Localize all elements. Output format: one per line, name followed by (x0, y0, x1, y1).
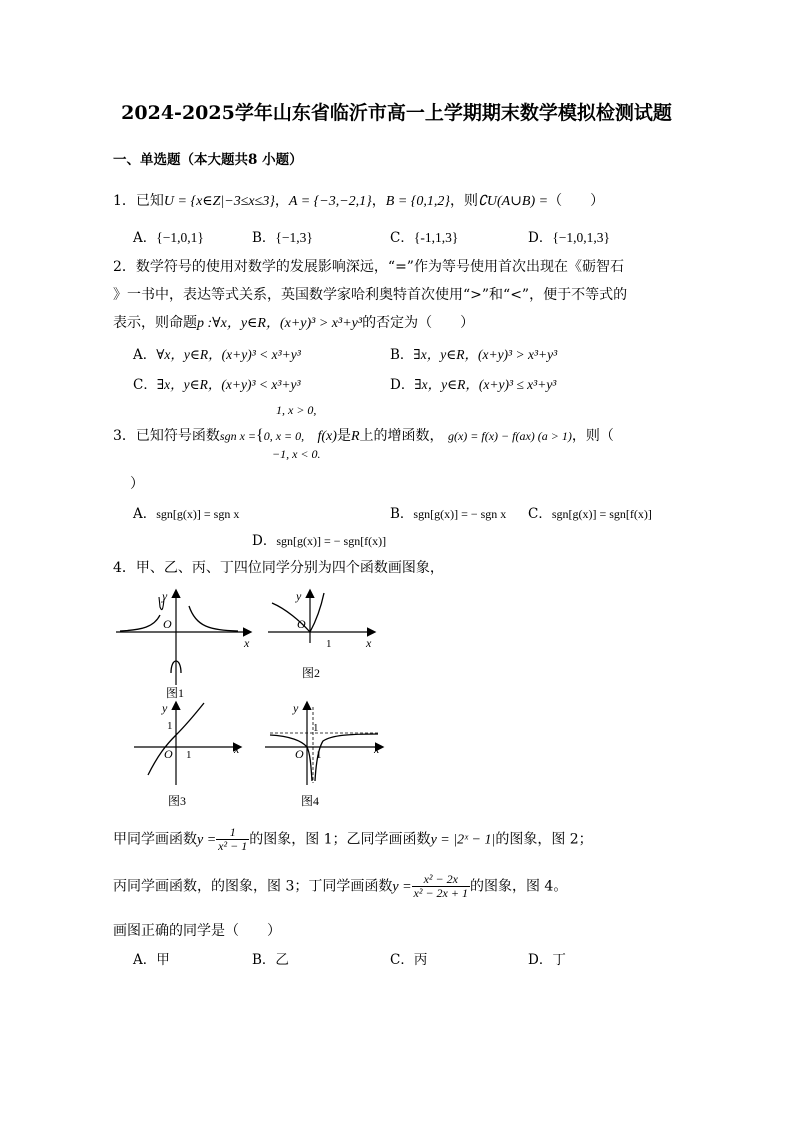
desc2-denominator: x² − 2x + 1 (413, 886, 468, 900)
option-text: {−1,0,1} (156, 230, 204, 245)
fig3-tick-y1: 1 (167, 720, 173, 732)
option-text: sgn[g(x)] = − sgn[f(x)] (276, 534, 387, 548)
q4-option-b[interactable] (252, 948, 289, 968)
q1-set-b: B = {0,1,2} (385, 194, 450, 209)
option-label: B． (390, 347, 414, 363)
q1-option-b[interactable] (252, 226, 313, 246)
q1-option-a[interactable] (133, 226, 204, 246)
q1-sep3: ，则 (449, 193, 478, 209)
q3-text-increasing: 上的增函数， (359, 428, 444, 444)
q4-option-c[interactable] (390, 948, 427, 968)
figure-4 (265, 701, 382, 808)
question-3: 3．已知符号函数sgn x ={0, x = 0, f(x)是R上的增函数， g(x) = f(x) − f(ax) (a > 1)，则（ (113, 427, 614, 444)
desc1-expression: y = |2ˣ − 1| (430, 832, 496, 848)
q1-option-c[interactable] (390, 226, 458, 246)
fig4-tick-x1: 1 (316, 749, 322, 761)
q1-paren: （ ） (548, 193, 605, 209)
q4-description-2 (113, 873, 567, 900)
q3-option-d[interactable] (252, 529, 386, 549)
fig3-x-label: x (234, 742, 240, 756)
fig3-tick-x1: 1 (186, 749, 192, 761)
section-heading: 一、单选题（本大题共8 小题） (113, 152, 303, 168)
fig2-tick-1: 1 (326, 638, 332, 650)
fig4-tick-y1: 1 (313, 722, 319, 734)
fig4-origin: O (295, 747, 304, 761)
q4-intro: 4．甲、乙、丙、丁四位同学分别为四个函数画图象， (113, 560, 444, 576)
option-label: B． (390, 506, 414, 522)
q1-set-a: A = {−3,−2,1} (288, 194, 372, 209)
q2-line-2: 》一书中，表达等式关系，英国数学家哈利奥特首次使用“>”和“<”，便于不等式的 (113, 287, 628, 303)
option-text: sgn[g(x)] = − sgn x (413, 507, 507, 521)
q3-sgn: sgn x = (219, 429, 257, 443)
fig2-origin: O (297, 617, 306, 631)
option-label: D． (390, 377, 415, 393)
q3-close: ） (130, 476, 144, 492)
option-text: ∀x，y∈R，(x+y)³ < x³+y³ (156, 347, 301, 362)
desc1-denominator: x² − 1 (218, 839, 248, 853)
option-label: A． (133, 347, 157, 363)
option-label: B． (252, 952, 276, 968)
q4-figures (110, 585, 400, 813)
option-text: {−1,0,1,3} (552, 230, 611, 245)
q3-case-1: 1, x > 0, (276, 403, 317, 417)
q1-sep1: ， (274, 193, 289, 209)
q3-fx: f(x) (317, 429, 337, 444)
fig4-caption: 图4 (301, 794, 320, 808)
fig2-y-label: y (296, 589, 302, 603)
q1-set-u: U = {x∈Z|−3≤x≤3} (163, 194, 275, 209)
option-text: sgn[g(x)] = sgn x (156, 507, 240, 521)
option-text: {-1,1,3} (413, 230, 459, 245)
option-label: A． (133, 506, 157, 522)
option-text: ∃x，y∈R，(x+y)³ > x³+y³ (413, 347, 558, 362)
fig2-right-branch (310, 593, 324, 632)
q2-option-a[interactable] (133, 343, 301, 363)
q4-option-a[interactable] (133, 948, 170, 968)
figure-2 (268, 589, 374, 680)
option-text: 丙 (413, 952, 428, 968)
fig1-right-branch (189, 606, 238, 631)
option-text: sgn[g(x)] = sgn[f(x)] (551, 507, 652, 521)
q1-sep2: ， (371, 193, 386, 209)
desc2-text-b: 的图象，图 4。 (469, 878, 568, 895)
desc1-text-b: 的图象，图 1；乙同学画函数 (249, 831, 431, 848)
fig3-origin: O (164, 747, 173, 761)
figure-3 (134, 701, 240, 808)
option-label: C． (133, 377, 157, 393)
option-text: 乙 (275, 952, 289, 968)
option-label: D． (528, 230, 553, 246)
q4-description-1 (113, 826, 593, 853)
fig1-left-branch (120, 615, 160, 631)
fig3-y-label: y (162, 701, 168, 715)
option-label: A． (133, 952, 157, 968)
q4-option-d[interactable] (528, 948, 566, 968)
option-label: D． (528, 952, 553, 968)
fig4-right-branch (315, 734, 378, 781)
q1-option-d[interactable] (528, 226, 610, 246)
fig2-x-label: x (366, 636, 372, 650)
q2-option-b[interactable] (390, 343, 557, 363)
desc2-numerator: x² − 2x (412, 873, 470, 887)
desc1-text-a: 甲同学画函数 (113, 831, 197, 848)
q3-gx: g(x) = f(x) − f(ax) (a > 1) (447, 429, 572, 443)
option-text: ∃x，y∈R，(x+y)³ < x³+y³ (156, 377, 301, 392)
fig4-y-label: y (293, 701, 299, 715)
q2-line-3 (113, 312, 474, 332)
q2-line3-text: 表示，则命题 (113, 315, 197, 331)
fig1-y-label: y (162, 589, 168, 603)
q3-option-a[interactable] (133, 502, 239, 522)
desc1-y: y = (197, 832, 217, 848)
option-label: B． (252, 230, 276, 246)
q1-number: 1．已知 (113, 193, 164, 209)
q3-text-shi: 是 (336, 428, 351, 444)
fig3-caption: 图3 (168, 794, 187, 808)
option-text: 丁 (552, 952, 566, 968)
q2-proposition: p :∀x，y∈R，(x+y)³ > x³+y³ (197, 316, 363, 331)
q3-r: R (350, 429, 360, 444)
option-label: D． (252, 533, 277, 549)
q1-expression: ∁U(A∪B) = (477, 194, 549, 209)
q4-question: 画图正确的同学是（ ） (113, 923, 281, 939)
fig4-left-branch (270, 735, 312, 781)
q3-case-2: 0, x = 0, (263, 429, 305, 443)
page-title: 2024-2025学年山东省临沂市高一上学期期末数学模拟检测试题 (121, 102, 672, 124)
option-label: C． (528, 506, 552, 522)
figure-1 (116, 589, 250, 700)
option-label: A． (133, 230, 157, 246)
fig1-origin: O (163, 617, 172, 631)
option-text: ∃x，y∈R，(x+y)³ ≤ x³+y³ (414, 377, 557, 392)
option-label: C． (390, 230, 414, 246)
option-label: C． (390, 952, 414, 968)
question-1 (113, 190, 604, 210)
desc1-text-c: 的图象，图 2； (495, 831, 593, 848)
q2-option-c[interactable] (133, 373, 301, 393)
fig4-x-label: x (374, 742, 380, 756)
q2-line3-tail: 的否定为（ ） (362, 315, 475, 331)
fig1-caption: 图1 (166, 686, 185, 700)
q3-option-c[interactable] (528, 502, 652, 522)
fig1-x-label: x (244, 636, 250, 650)
desc1-numerator: 1 (216, 826, 249, 840)
q3-case-3: −1, x < 0. (272, 447, 321, 461)
q2-line-1: 2．数学符号的使用对数学的发展影响深远，“=”作为等号使用首次出现在《砺智石 (113, 259, 624, 275)
desc2-text-a: 丙同学画函数，的图象，图 3；丁同学画函数 (113, 878, 393, 895)
option-text: {−1,3} (275, 230, 313, 245)
q3-suffix: ，则（ (571, 428, 614, 444)
q3-prefix: 3．已知符号函数 (113, 428, 220, 444)
q3-option-b[interactable] (390, 502, 506, 522)
fig2-caption: 图2 (302, 666, 321, 680)
option-text: 甲 (156, 952, 170, 968)
q2-option-d[interactable] (390, 373, 556, 393)
desc2-y: y = (392, 879, 412, 895)
